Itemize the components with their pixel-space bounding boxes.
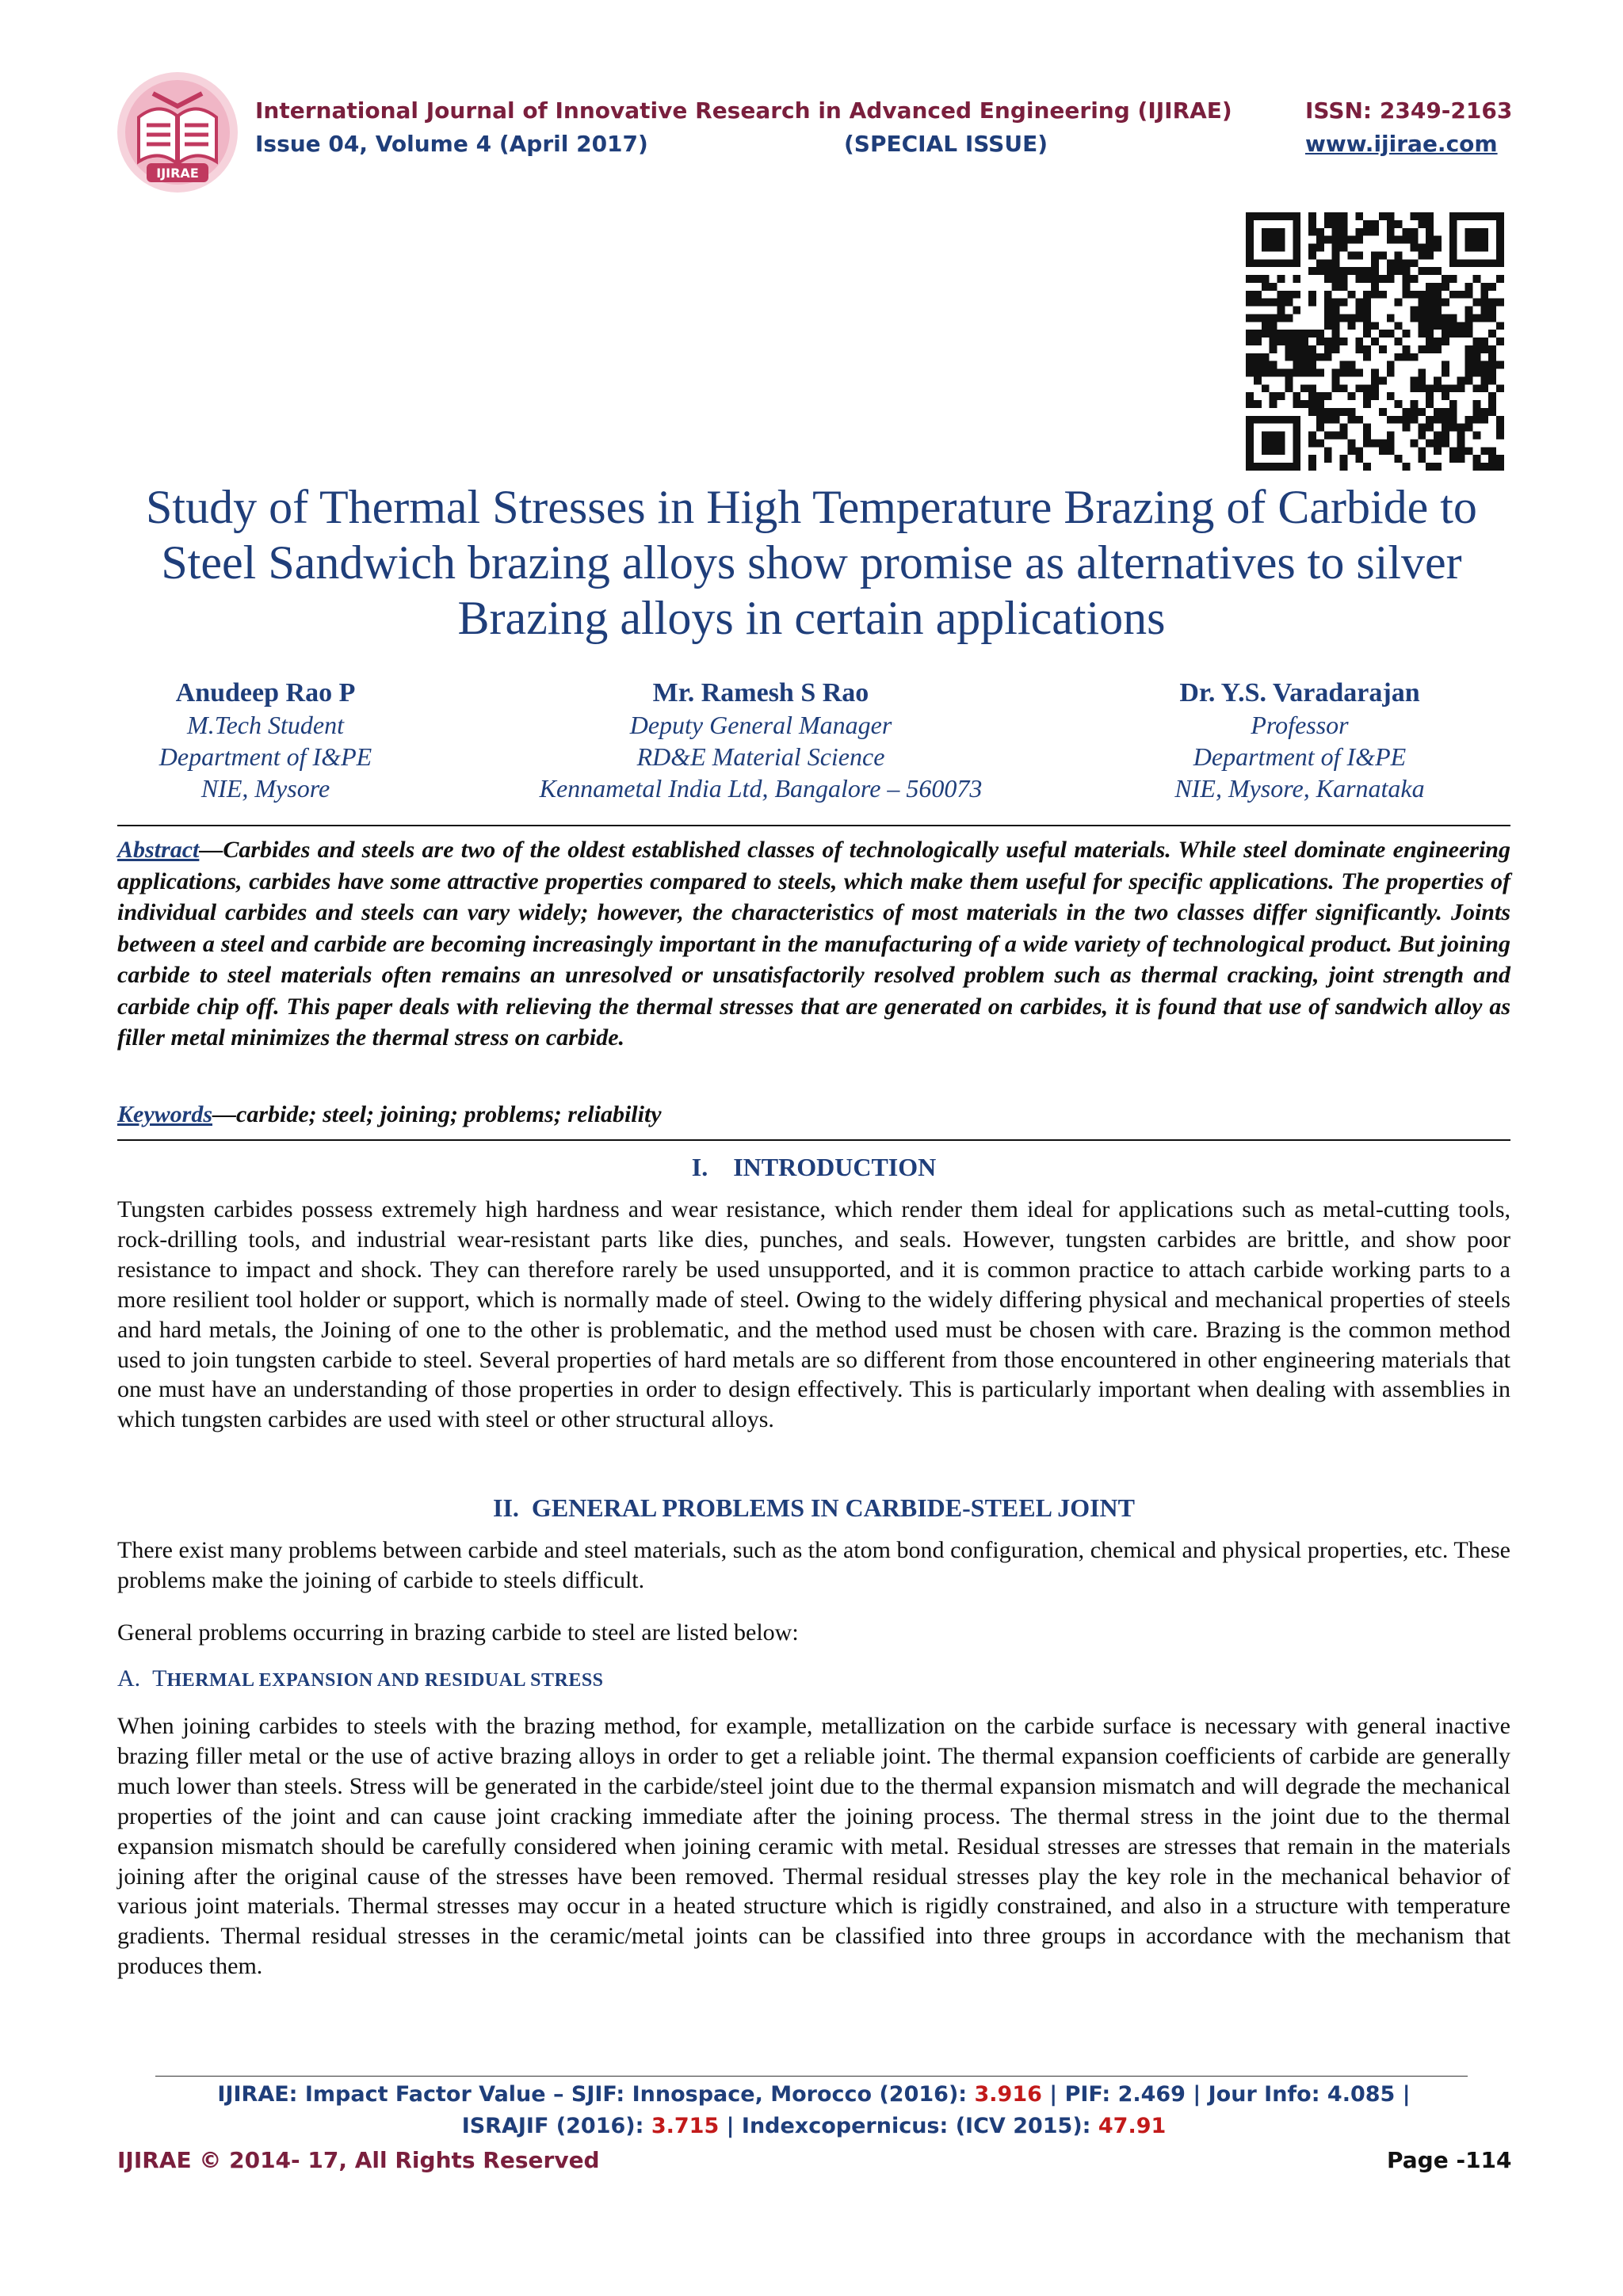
- author-department: Department of I&PE: [1193, 742, 1407, 771]
- section-heading: I. INTRODUCTION: [691, 1153, 937, 1181]
- author-block: [507, 677, 1014, 804]
- paper-title: Study of Thermal Stresses in High Temperature Brazing of Carbide to Steel Sandwich brazing alloys show promise as alternatives to silver Brazing alloys in certain applications: [146, 481, 1477, 644]
- subsection-heading-rest: HERMAL EXPANSION AND RESIDUAL STRESS: [166, 1670, 604, 1691]
- author-name: Anudeep Rao P: [175, 678, 356, 707]
- author-affiliation: Kennametal India Ltd, Bangalore – 560073: [539, 774, 983, 803]
- divider: [117, 1139, 1510, 1141]
- svg-text:IJIRAE: IJIRAE: [156, 166, 199, 181]
- problems-list-intro: General problems occurring in brazing carbide to steel are listed below:: [117, 1619, 799, 1646]
- index-text: | Indexcopernicus: (ICV 2015):: [719, 2114, 1098, 2138]
- keywords-label: Keywords: [117, 1101, 212, 1127]
- icv-value: 47.91: [1098, 2114, 1167, 2138]
- divider: [117, 825, 1510, 826]
- index-text: ISRAJIF (2016):: [461, 2114, 651, 2138]
- abstract-text: —Carbides and steels are two of the oldest established classes of technologically useful materials. While steel dominate engineering applications, carbides have some attractive properties compared to steels, which make them useful for specific applications. The properties of individual carbides and steels can vary widely; however, the characteristics of most materials in the two classes differ significantly. Joints between a steel and carbide are becoming increasingly important in the manufacturing of a wide variety of technological product. But joining carbide to steel materials often remains an unresolved or unsatisfactorily resolved problem such as thermal cracking, joint strength and carbide chip off. This paper deals with relieving the thermal stresses that are generated on carbides, it is found that use of sandwich alloy as filler metal minimizes the thermal stress on carbide.: [117, 837, 1510, 1051]
- impact-factor-text: | PIF: 2.469 | Jour Info: 4.085 |: [1041, 2082, 1411, 2107]
- sjif-value: 3.916: [974, 2082, 1042, 2107]
- section-heading: II. GENERAL PROBLEMS IN CARBIDE-STEEL JOINT: [493, 1493, 1135, 1522]
- author-role: M.Tech Student: [187, 711, 344, 739]
- author-name: Mr. Ramesh S Rao: [652, 678, 869, 707]
- footer-divider: [155, 2076, 1468, 2077]
- problems-paragraph: There exist many problems between carbide and steel materials, such as the atom bond configuration, chemical and physical properties, etc. These problems make the joining of carbide to steels difficult.: [117, 1537, 1510, 1593]
- journal-website-link[interactable]: www.ijirae.com: [1305, 131, 1498, 157]
- journal-header: [0, 0, 1623, 198]
- subsection-heading: [117, 1665, 604, 1692]
- intro-paragraph: Tungsten carbides possess extremely high hardness and wear resistance, which render them ideal for applications such as metal-cutting tools, rock-drilling tools, and industrial wear-resistant parts like dies, punches, and seals. However, tungsten carbides are brittle, and show poor resistance to impact and shock. They can therefore rarely be used unsupported, and it is common practice to attach carbide working parts to a more resilient tool holder or support, which is normally made of steel. Owing to the widely differing physical and mechanical properties of steels and hard metals, the Joining of one to the other is problematic, and the method used must be chosen with care. Brazing is the common method used to join tungsten carbide to steel. Several properties of hard metals are so different from those encountered in other engineering materials that one must have an understanding of those properties in order to design effectively. This is particularly important when dealing with assemblies in which tungsten carbides are used with steel or other structural alloys.: [117, 1196, 1510, 1433]
- author-department: Department of I&PE: [158, 742, 372, 771]
- issue-volume: Issue 04, Volume 4 (April 2017): [255, 131, 648, 157]
- page-number: Page -114: [1387, 2147, 1512, 2173]
- keywords-text: —carbide; steel; joining; problems; reliability: [212, 1101, 662, 1127]
- author-department: RD&E Material Science: [636, 742, 885, 771]
- author-affiliation: NIE, Mysore, Karnataka: [1174, 774, 1425, 803]
- thermal-expansion-paragraph: When joining carbides to steels with the brazing method, for example, metallization on the carbide surface is necessary with general inactive brazing filler metal or the use of active brazing alloys in order to get a reliable joint. The thermal expansion coefficients of carbide are generally much lower than steels. Stress will be generated in the carbide/steel joint due to the thermal expansion mismatch and will degrade the mechanical properties of the joint and can cause joint cracking immediate after the joining process. The thermal stress in the joint due to the thermal expansion mismatch should be carefully considered when joining ceramic with metal. Residual stresses are stresses that remain in the materials joining after the original cause of the stresses have been removed. Thermal residual stresses play the key role in the mechanical behavior of various joint materials. Thermal stresses may occur in a heated structure which is rigidly constrained, and also in a structure with temperature gradients. Thermal residual stresses in the ceramic/metal joints can be classified into three groups in accordance with the mechanism that produces them.: [117, 1713, 1510, 1980]
- keywords: [117, 1099, 1510, 1131]
- qr-code: [1246, 212, 1504, 471]
- impact-factor-text: IJIRAE: Impact Factor Value – SJIF: Innospace, Morocco (2016):: [217, 2082, 975, 2107]
- author-name: Dr. Y.S. Varadarajan: [1179, 678, 1420, 707]
- author-role: Professor: [1251, 711, 1349, 739]
- israjif-value: 3.715: [651, 2114, 720, 2138]
- author-block: [111, 677, 420, 804]
- author-block: [1102, 677, 1498, 804]
- impact-factor-line: [117, 2082, 1510, 2107]
- index-line: [117, 2114, 1510, 2138]
- special-issue-label: (SPECIAL ISSUE): [844, 131, 1048, 157]
- abstract: [117, 834, 1510, 1054]
- subsection-heading-prefix: A. T: [117, 1665, 167, 1691]
- abstract-label: Abstract: [117, 837, 200, 863]
- author-role: Deputy General Manager: [629, 711, 892, 739]
- author-affiliation: NIE, Mysore: [200, 774, 330, 803]
- copyright: IJIRAE © 2014- 17, All Rights Reserved: [117, 2147, 600, 2173]
- ijirae-logo: [115, 70, 240, 195]
- journal-name: International Journal of Innovative Research in Advanced Engineering (IJIRAE): [255, 97, 1232, 124]
- issn: ISSN: 2349-2163: [1305, 97, 1513, 124]
